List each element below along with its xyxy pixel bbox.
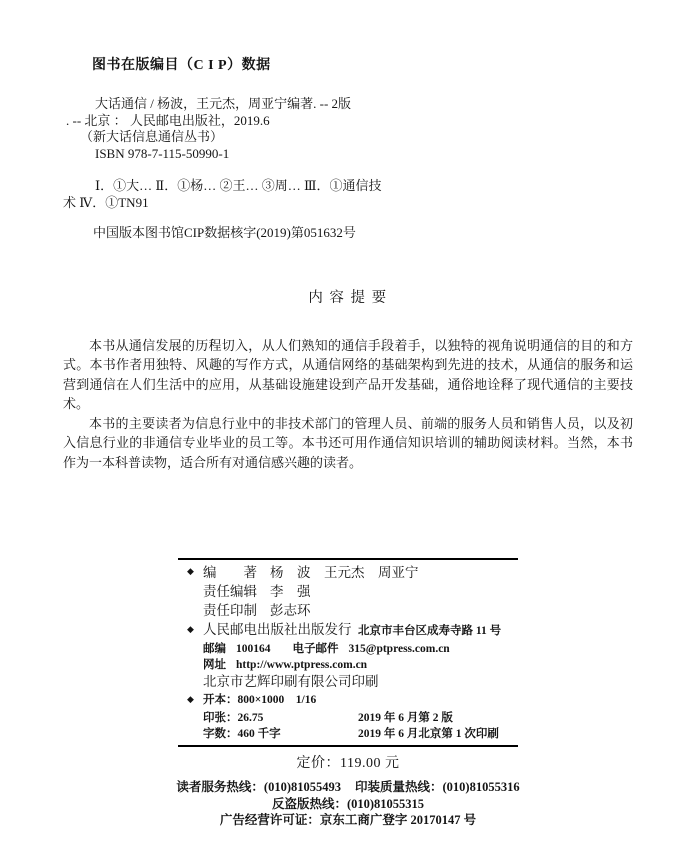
postcode-email-row [178,641,518,657]
authors-row [178,563,518,582]
publisher-name: 人民邮电出版社出版发行 [203,622,352,637]
website-value: http://www.ptpress.com.cn [236,659,368,671]
impression-value: 2019 年 6 月北京第 1 次印刷 [358,728,499,740]
sheets-label: 印张： [203,712,238,724]
wordcount-value: 460 千字 [237,728,281,740]
diamond-bullet-icon: ◆ [187,624,194,635]
reader-hotline-label: 读者服务热线： [176,780,264,794]
cip-series-note: （新大话信息通信丛书） [80,129,224,144]
editor-label: 责任编辑 [203,584,257,599]
wordcount-cell [203,726,358,742]
printer-name: 北京市艺辉印刷有限公司印刷 [203,674,379,689]
quality-hotline-number: (010)81055316 [442,780,520,794]
editor-name: 李 强 [270,584,311,599]
summary-title: 内 容 提 要 [308,289,388,306]
email-label: 电子邮件 [292,643,339,655]
sheets-cell [203,710,358,726]
authors-label: 编 著 [203,565,257,580]
sheets-value: 26.75 [237,712,264,724]
format-size-value: 800×1000 1/16 [237,694,317,706]
summary-paragraph-1: 本书从通信发展的历程切入，从人们熟知的通信手段着手，以独特的视角说明通信的目的和方式。本书作者用独特、风趣的写作方式，从通信网络的基础架构到先进的技术，从通信的服务和运营到通信在人们生活中的应用，从基础设施建设到产品开发基础，通俗地诠释了现代通信的主要技术。 [63,337,633,411]
cip-classification-line-2: 术 Ⅳ．①TN91 [63,194,149,210]
antipiracy-label: 反盗版热线： [271,796,347,811]
reader-hotline-number: (010)81055493 [263,780,341,794]
cip-classification-block [63,178,633,211]
diamond-bullet-icon: ◆ [187,566,194,577]
wordcount-impression-row [178,726,518,742]
publisher-row [178,620,518,641]
authors-names: 杨 波 王元杰 周亚宁 [270,565,419,580]
printer-row [178,673,518,691]
sheets-edition-row [178,710,518,726]
antipiracy-number: (010)81055315 [346,796,425,811]
ad-license-line [63,812,633,829]
price-line: 定价：119.00 元 [296,756,400,771]
ad-license-label: 广告经营许可证： [219,813,320,827]
cip-isbn: ISBN 978-7-115-50990-1 [95,145,230,161]
publisher-address: 北京市丰台区成寿寺路 11 号 [358,625,502,637]
cip-entry-block [63,96,633,162]
cip-entry-line-1: 大话通信 / 杨波，王元杰，周亚宁编著. -- 2版 [95,96,352,111]
email-value: 315@ptpress.com.cn [348,643,450,655]
ad-license-number: 京东工商广登字 20170147 号 [319,813,477,827]
print-supervisor-label: 责任印制 [203,603,257,618]
edition-value: 2019 年 6 月第 2 版 [358,712,453,724]
summary-paragraph-2: 本书的主要读者为信息行业中的非技术部门的管理人员、前端的服务人员和销售人员，以及初入信息行业的非通信专业毕业的员工等。本书还可用作通信知识培训的辅助阅读材料。当然，本书作为一本科普读物，适合所有对通信感兴趣的读者。 [63,415,633,470]
print-supervisor-name: 彭志环 [270,603,311,618]
print-supervisor-row [178,601,518,620]
colophon-box [178,558,518,747]
wordcount-label: 字数： [203,728,238,740]
cip-classification-line-1: Ⅰ．①大… Ⅱ．①杨… ②王… ③周… Ⅲ．①通信技 [95,178,382,193]
website-label: 网址 [203,659,226,671]
quality-hotline-label: 印装质量热线： [355,780,443,794]
postcode-label: 邮编 [203,643,226,655]
cip-registry-line: 中国版本图书馆CIP数据核字(2019)第051632号 [93,225,356,240]
format-size-label: 开本： [203,694,238,706]
diamond-bullet-icon: ◆ [187,694,194,705]
cip-header: 图书在版编目（C I P）数据 [92,58,271,73]
antipiracy-hotline-line [63,796,633,813]
editor-row [178,582,518,601]
format-size-row [178,691,518,710]
summary-block [63,336,633,473]
reader-hotline-line [63,779,633,796]
cip-entry-line-2: . -- 北京 ： 人民邮电出版社，2019.6 [66,112,270,128]
hotlines-footer [63,779,633,829]
website-row [178,657,518,673]
postcode-value: 100164 [236,643,271,655]
